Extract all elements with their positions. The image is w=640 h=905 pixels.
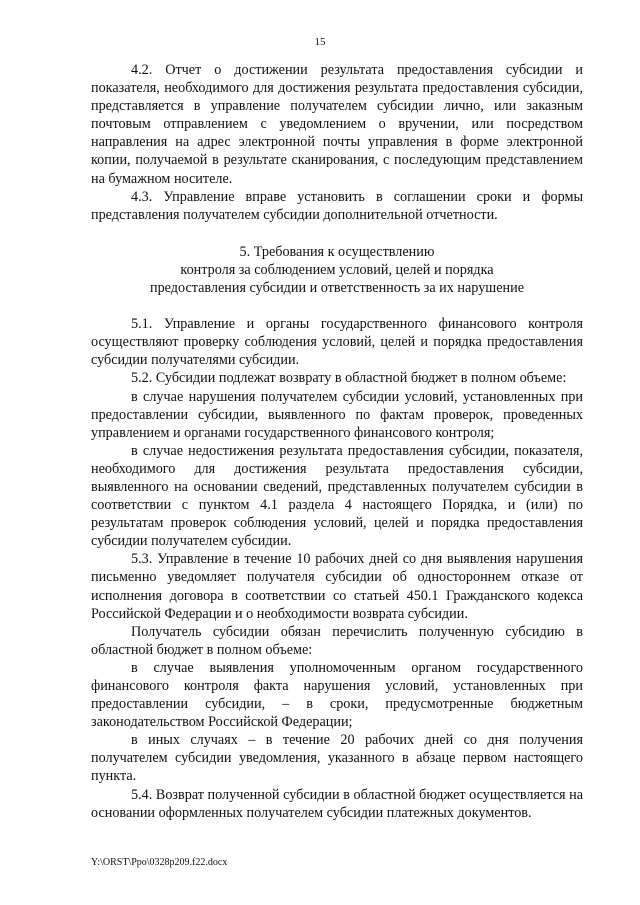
paragraph-5-1: 5.1. Управление и органы государственного финансового контроля осуществляют проверку соблюдения условий, целей и порядка предоставления субсидии получателями субсидии. <box>91 316 583 369</box>
footer-file-path: Y:\ORST\Ppo\0328p209.f22.docx <box>91 857 228 868</box>
paragraph-5-3: 5.3. Управление в течение 10 рабочих дней со дня выявления нарушения письменно уведомляет получателя субсидии об одностороннем отказе от исполнения договора в соответствии со статьей 450.1 Гражданского кодекса Российской Федерации и о необходимости возврата субсидии. <box>91 551 583 622</box>
paragraph-5-2-case-not-achieved: в случае недостижения результата предоставления субсидии, показателя, необходимого для достижения результата предоставления субсидии, выявленного на основании сведений, представленных получателем субсидии в соответствии с пунктом 4.1 раздела 4 настоящего Порядка, и (или) по результатам проверок соблюдения условий, целей и порядка предоставления субсидии получателем субсидии. <box>91 442 583 550</box>
document-body <box>91 61 583 822</box>
section-heading-line: 5. Требования к осуществлению <box>239 243 435 260</box>
paragraph-4-2: 4.2. Отчет о достижении результата предоставления субсидии и показателя, необходимого для достижения результата предоставления субсидии, представляется в управление получателем субсидии лично, или заказным почтовым отправлением с уведомлением о вручении, или посредством направления на адрес электронной почты управления в форме электронной копии, получаемой в результате сканирования, с последующим представлением на бумажном носителе. <box>91 62 583 187</box>
paragraph-5-3-case-control: в случае выявления уполномоченным органом государственного финансового контроля факта нарушения условий, установленных при предоставлении субсидии, – в сроки, предусмотренные бюджетным законодательством Российской Федерации; <box>91 659 583 731</box>
section-heading-line: контроля за соблюдением условий, целей и порядка <box>180 261 494 278</box>
section-5-heading <box>91 243 583 297</box>
paragraph-5-4: 5.4. Возврат полученной субсидии в областной бюджет осуществляется на основании оформленных получателем субсидии платежных документов. <box>91 786 583 821</box>
paragraph-4-3: 4.3. Управление вправе установить в соглашении сроки и формы представления получателем субсидии дополнительной отчетности. <box>91 188 583 223</box>
paragraph-5-2: 5.2. Субсидии подлежат возврату в областной бюджет в полном объеме: <box>131 370 567 387</box>
paragraph-5-3-obligation: Получатель субсидии обязан перечислить полученную субсидию в областной бюджет в полном объеме: <box>91 623 583 658</box>
paragraph-5-2-case-violation: в случае нарушения получателем субсидии условий, установленных при предоставлении субсидии, выявленного по фактам проверок, проведенных управлением и органами государственного финансового контроля; <box>91 388 583 441</box>
page-number: 15 <box>314 36 326 48</box>
paragraph-5-3-case-other: в иных случаях – в течение 20 рабочих дней со дня получения получателем субсидии уведомления, указанного в абзаце первом настоящего пункта. <box>91 732 583 785</box>
section-heading-line: предоставления субсидии и ответственность за их нарушение <box>149 280 524 297</box>
